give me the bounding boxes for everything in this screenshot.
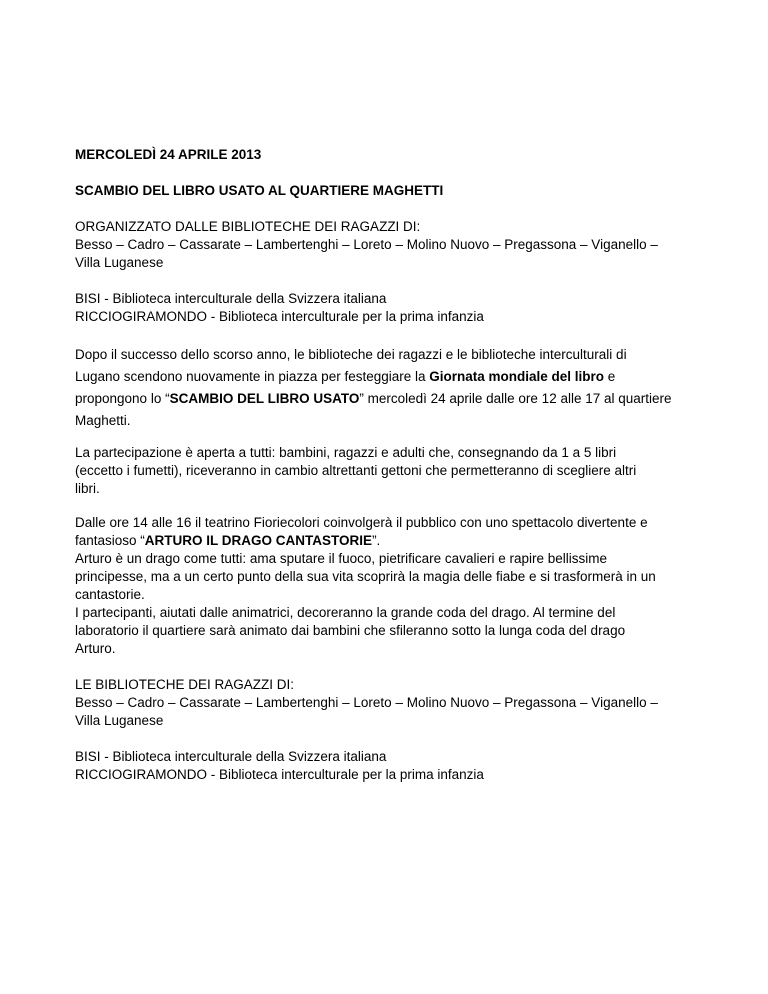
organizers-heading: ORGANIZZATO DALLE BIBLIOTECHE DEI RAGAZZI DI: bbox=[75, 219, 421, 234]
theatre-line: Arturo è un drago come tutti: ama sputare il fuoco, pietrificare cavalieri e rapire bellissime bbox=[75, 551, 607, 566]
event-name-inline: SCAMBIO DEL LIBRO USATO bbox=[169, 391, 360, 406]
participation-paragraph bbox=[75, 444, 695, 498]
partner-bisi: BISI - Biblioteca interculturale della Svizzera italiana bbox=[75, 291, 387, 306]
theatre-line: Dalle ore 14 alle 16 il teatrino Fioriecolori coinvolgerà il pubblico con uno spettacolo divertente e bbox=[75, 515, 648, 530]
intro-line: Maghetti. bbox=[75, 413, 131, 428]
intro-line: Lugano scendono nuovamente in piazza per festeggiare la Giornata mondiale del libro e bbox=[75, 369, 616, 384]
theatre-line: laboratorio il quartiere sarà animato dai bambini che sfileranno sotto la lunga coda del drago bbox=[75, 623, 626, 638]
date-heading: MERCOLEDÌ 24 APRILE 2013 bbox=[75, 147, 262, 162]
theatre-line: cantastorie. bbox=[75, 587, 145, 602]
participation-line: libri. bbox=[75, 481, 100, 496]
organizers-list-line-1: Besso – Cadro – Cassarate – Lambertenghi – Loreto – Molino Nuovo – Pregassona – Viganello – bbox=[75, 237, 658, 252]
partners-block bbox=[75, 290, 695, 326]
world-book-day: Giornata mondiale del libro bbox=[429, 369, 605, 384]
organizers-list-line-2: Villa Luganese bbox=[75, 255, 164, 270]
show-title: ARTURO IL DRAGO CANTASTORIE bbox=[144, 533, 373, 548]
intro-line: Dopo il successo dello scorso anno, le biblioteche dei ragazzi e le biblioteche interculturali di bbox=[75, 347, 627, 362]
intro-line: propongono lo “SCAMBIO DEL LIBRO USATO” mercoledì 24 aprile dalle ore 12 alle 17 al quartiere bbox=[75, 391, 672, 406]
footer-partner-ricciogiramondo: RICCIOGIRAMONDO - Biblioteca interculturale per la prima infanzia bbox=[75, 767, 484, 782]
theatre-paragraph bbox=[75, 514, 695, 658]
event-title: SCAMBIO DEL LIBRO USATO AL QUARTIERE MAGHETTI bbox=[75, 183, 444, 198]
theatre-line: fantasioso “ARTURO IL DRAGO CANTASTORIE”. bbox=[75, 533, 381, 548]
theatre-line: Arturo. bbox=[75, 641, 116, 656]
participation-line: (eccetto i fumetti), riceveranno in cambio altrettanti gettoni che permetteranno di scegliere altri bbox=[75, 463, 637, 478]
theatre-line: principesse, ma a un certo punto della sua vita scoprirà la magia delle fiabe e si trasformerà in un bbox=[75, 569, 656, 584]
footer-libraries-block bbox=[75, 676, 695, 730]
intro-paragraph bbox=[75, 344, 695, 432]
partner-ricciogiramondo: RICCIOGIRAMONDO - Biblioteca interculturale per la prima infanzia bbox=[75, 309, 484, 324]
footer-partner-bisi: BISI - Biblioteca interculturale della Svizzera italiana bbox=[75, 749, 387, 764]
footer-libraries-line-1: Besso – Cadro – Cassarate – Lambertenghi – Loreto – Molino Nuovo – Pregassona – Viganello – bbox=[75, 695, 658, 710]
document-page bbox=[75, 146, 695, 784]
footer-partners-block bbox=[75, 748, 695, 784]
organizers-block bbox=[75, 218, 695, 272]
footer-libraries-line-2: Villa Luganese bbox=[75, 713, 164, 728]
footer-libraries-heading: LE BIBLIOTECHE DEI RAGAZZI DI: bbox=[75, 677, 295, 692]
participation-line: La partecipazione è aperta a tutti: bambini, ragazzi e adulti che, consegnando da 1 a 5 libri bbox=[75, 445, 617, 460]
theatre-line: I partecipanti, aiutati dalle animatrici, decoreranno la grande coda del drago. Al termine del bbox=[75, 605, 616, 620]
